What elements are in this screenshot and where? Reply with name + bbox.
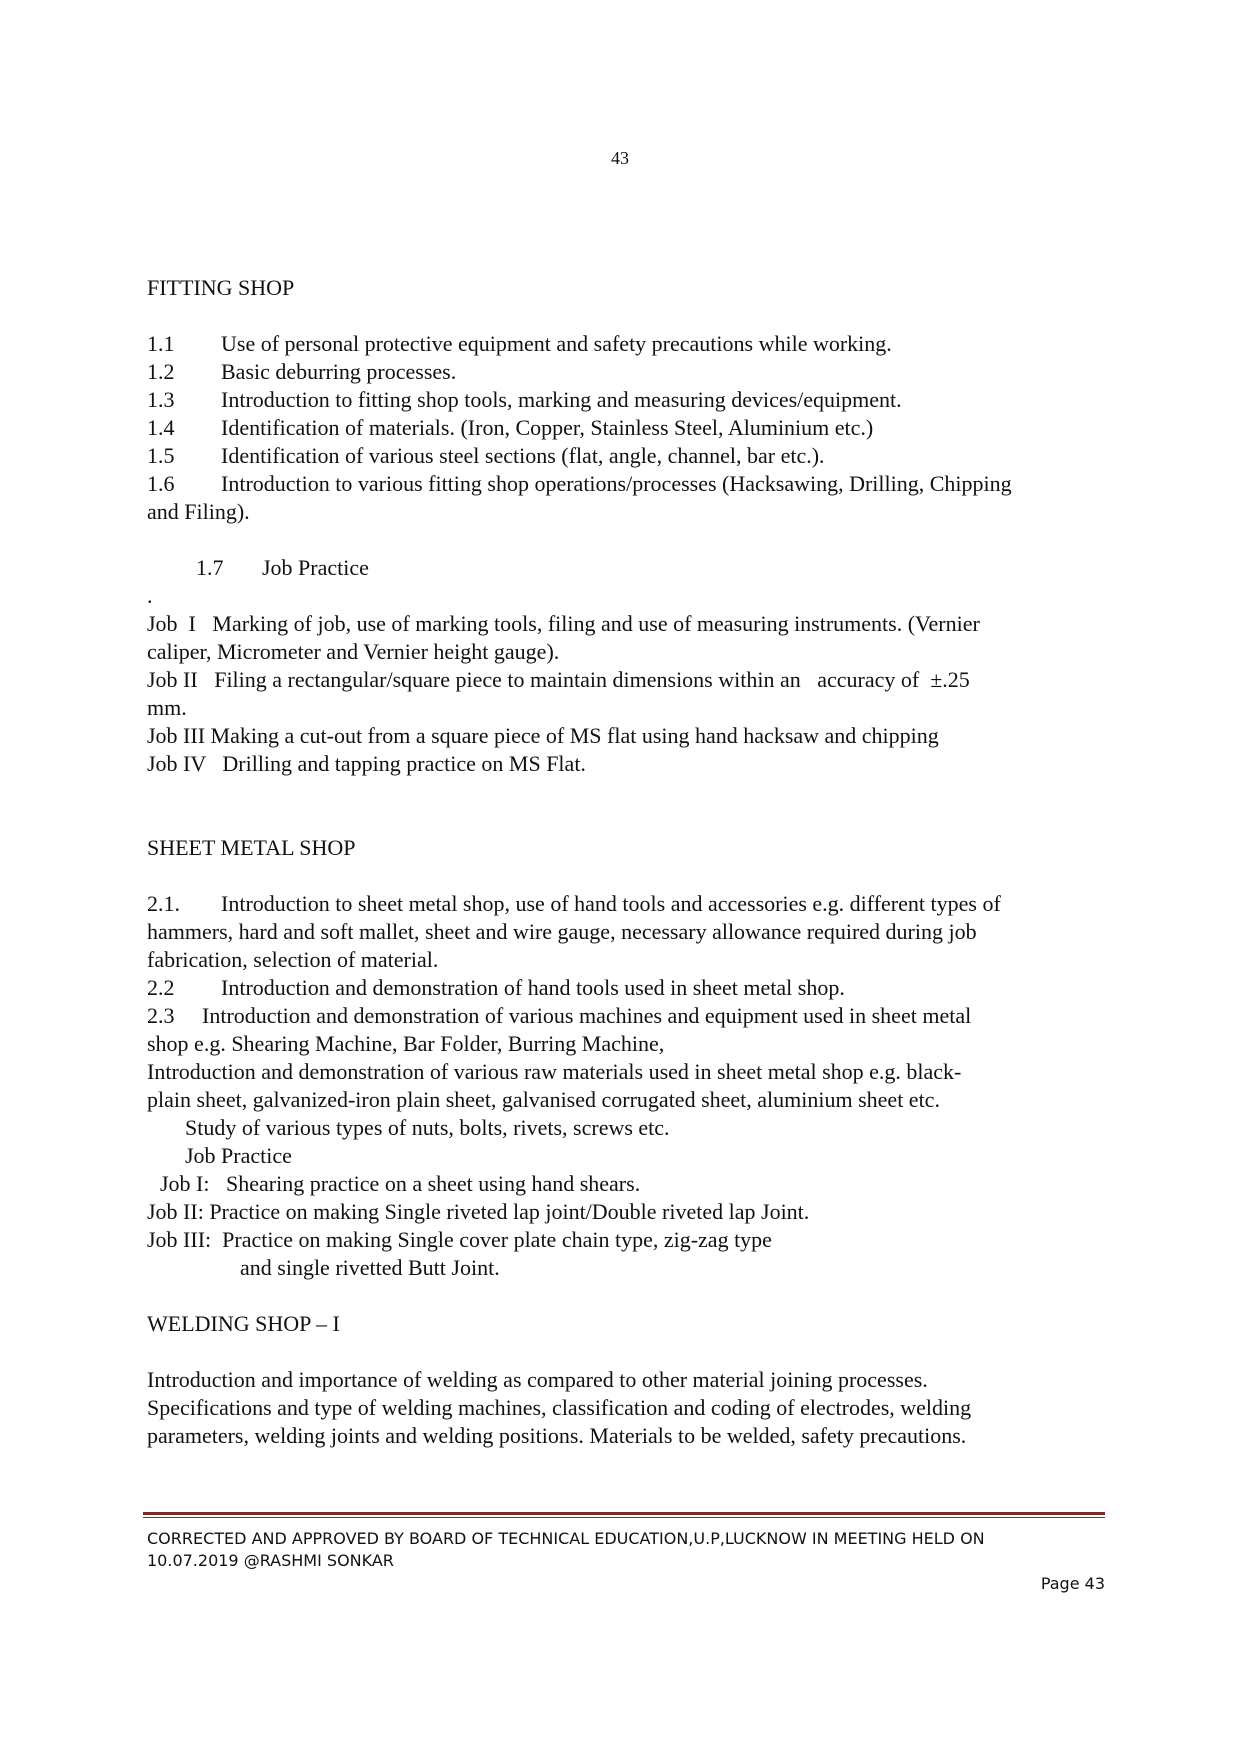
list-item xyxy=(147,358,1107,386)
job-continuation: and single rivetted Butt Joint. xyxy=(240,1255,500,1280)
footer-line: CORRECTED AND APPROVED BY BOARD OF TECHNICAL EDUCATION,U.P,LUCKNOW IN MEETING HELD ON xyxy=(147,1529,985,1548)
item-number: 2.2 xyxy=(147,975,175,1000)
list-item xyxy=(147,330,1107,358)
paragraph-line: parameters, welding joints and welding positions. Materials to be welded, safety precautions. xyxy=(147,1423,967,1448)
item-text: Identification of materials. (Iron, Copper, Stainless Steel, Aluminium etc.) xyxy=(221,415,874,440)
sheet-metal-shop-heading: SHEET METAL SHOP xyxy=(147,835,356,860)
item-text: Introduction and demonstration of hand tools used in sheet metal shop. xyxy=(221,975,845,1000)
list-item xyxy=(147,442,1107,470)
item-text: Use of personal protective equipment and safety precautions while working. xyxy=(221,331,892,356)
item-number: 1.7 xyxy=(196,555,224,580)
item-continuation: plain sheet, galvanized-iron plain sheet, galvanised corrugated sheet, aluminium sheet etc. xyxy=(147,1087,940,1112)
list-item xyxy=(147,414,1107,442)
job-line: mm. xyxy=(147,695,187,720)
footer-divider xyxy=(143,1512,1105,1518)
fitting-shop-heading: FITTING SHOP xyxy=(147,275,295,300)
job-line: Job IV Drilling and tapping practice on MS Flat. xyxy=(147,751,586,776)
welding-shop-heading: WELDING SHOP – I xyxy=(147,1311,340,1336)
item-text: Introduction to fitting shop tools, marking and measuring devices/equipment. xyxy=(221,387,902,412)
job-line: caliper, Micrometer and Vernier height gauge). xyxy=(147,639,560,664)
list-item: 2.3 Introduction and demonstration of various machines and equipment used in sheet metal xyxy=(147,1003,972,1028)
item-continuation: Introduction and demonstration of various raw materials used in sheet metal shop e.g. black- xyxy=(147,1059,962,1084)
item-text: Identification of various steel sections (flat, angle, channel, bar etc.). xyxy=(221,443,825,468)
list-item xyxy=(147,890,1107,918)
footer-text xyxy=(147,1528,1105,1572)
top-page-number: 43 xyxy=(611,148,629,168)
job-line: Job II Filing a rectangular/square piece to maintain dimensions within an accuracy of ±.25 xyxy=(147,667,970,692)
paragraph-line: Specifications and type of welding machines, classification and coding of electrodes, welding xyxy=(147,1395,972,1420)
item-text: Introduction to sheet metal shop, use of hand tools and accessories e.g. different types of xyxy=(221,891,1001,916)
paragraph-line: Introduction and importance of welding as compared to other material joining processes. xyxy=(147,1367,928,1392)
item-number: 1.6 xyxy=(147,471,175,496)
list-item xyxy=(147,386,1107,414)
footer-line: 10.07.2019 @RASHMI SONKAR xyxy=(147,1551,394,1570)
item-number: 1.1 xyxy=(147,331,175,356)
item-continuation: hammers, hard and soft mallet, sheet and wire gauge, necessary allowance required during job xyxy=(147,919,977,944)
study-line: Study of various types of nuts, bolts, rivets, screws etc. xyxy=(185,1115,670,1140)
page-content xyxy=(147,274,1107,1450)
job-line: Job III: Practice on making Single cover plate chain type, zig-zag type xyxy=(147,1227,772,1252)
job-line: Job I: Shearing practice on a sheet using hand shears. xyxy=(160,1171,641,1196)
item-text: Basic deburring processes. xyxy=(221,359,457,384)
item-continuation: and Filing). xyxy=(147,499,250,524)
list-item xyxy=(147,470,1107,498)
item-number: 1.4 xyxy=(147,415,175,440)
job-practice-label: Job Practice xyxy=(185,1143,292,1168)
item-text: Introduction to various fitting shop operations/processes (Hacksawing, Drilling, Chipping xyxy=(221,471,1012,496)
item-continuation: shop e.g. Shearing Machine, Bar Folder, Burring Machine, xyxy=(147,1031,665,1056)
job-practice-subheading xyxy=(147,554,1107,582)
item-continuation: fabrication, selection of material. xyxy=(147,947,439,972)
item-number: 2.1. xyxy=(147,891,180,916)
list-item xyxy=(147,974,1107,1002)
job-line: Job III Making a cut-out from a square piece of MS flat using hand hacksaw and chipping xyxy=(147,723,939,748)
item-text: Job Practice xyxy=(262,555,369,580)
stray-dot: . xyxy=(147,583,153,608)
item-number: 1.2 xyxy=(147,359,175,384)
item-number: 1.3 xyxy=(147,387,175,412)
footer-page-number: Page 43 xyxy=(1040,1574,1105,1593)
item-number: 1.5 xyxy=(147,443,175,468)
job-line: Job I Marking of job, use of marking tools, filing and use of measuring instruments. (Vernier xyxy=(147,611,980,636)
job-line: Job II: Practice on making Single riveted lap joint/Double riveted lap Joint. xyxy=(147,1199,810,1224)
